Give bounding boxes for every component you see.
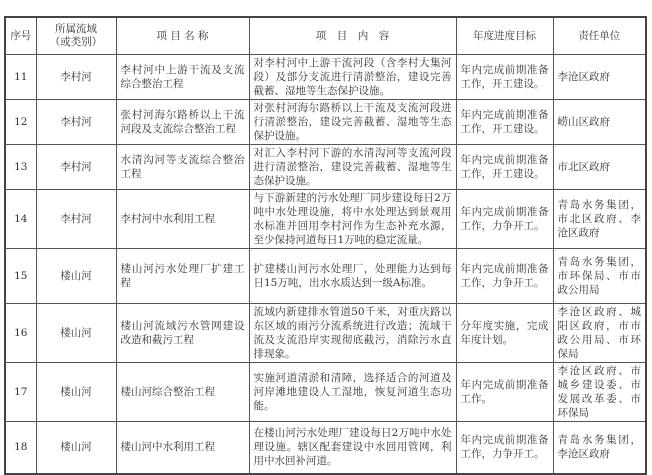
cell-content: 流域内新建排水管道50千米，对重庆路以东区域的雨污分流系统进行改造；流域干流及支流沿岸实现彻底截污，消除污水直排现象。 bbox=[249, 304, 456, 363]
cell-basin: 楼山河 bbox=[36, 249, 116, 304]
cell-no: 12 bbox=[5, 100, 36, 145]
cell-basin: 李村河 bbox=[36, 190, 116, 249]
cell-content: 扩建楼山河污水处理厂，处理能力达到每日15万吨，出水水质达到一级A标准。 bbox=[249, 249, 456, 304]
cell-unit: 青岛水务集团，市环保局、市市政公用局 bbox=[553, 249, 646, 304]
table-row bbox=[5, 249, 646, 304]
table-row bbox=[5, 304, 646, 363]
cell-unit: 青岛水务集团，市北区政府、李沧区政府 bbox=[553, 190, 646, 249]
cell-target: 年内完成前期准备工作，力争开工。 bbox=[456, 190, 553, 249]
cell-target: 年内完成前期准备工作。 bbox=[456, 363, 553, 422]
table-row bbox=[5, 190, 646, 249]
cell-content: 对汇入李村河下游的水清沟河等支流河段进行清淤整治，建设完善截蓄、湿地等生态保护设施。 bbox=[249, 145, 456, 190]
header-row bbox=[5, 17, 646, 55]
table-row bbox=[5, 422, 646, 474]
cell-name: 张村河海尔路桥以上干流河段及支流综合整治工程 bbox=[116, 100, 249, 145]
table-row bbox=[5, 363, 646, 422]
cell-unit: 崂山区政府 bbox=[553, 100, 646, 145]
cell-target: 年内完成前期准备工作，开工建设。 bbox=[456, 145, 553, 190]
cell-name: 楼山河污水处理厂扩建工程 bbox=[116, 249, 249, 304]
cell-name: 楼山河流域污水管网建设改造和截污工程 bbox=[116, 304, 249, 363]
header-no: 序号 bbox=[5, 17, 36, 55]
cell-basin: 楼山河 bbox=[36, 422, 116, 474]
header-content: 项 目 内 容 bbox=[249, 17, 456, 55]
cell-name: 楼山河综合整治工程 bbox=[116, 363, 249, 422]
cell-target: 年内完成前期准备工作，力争开工。 bbox=[456, 422, 553, 474]
cell-no: 17 bbox=[5, 363, 36, 422]
cell-no: 13 bbox=[5, 145, 36, 190]
project-table bbox=[4, 16, 647, 475]
cell-basin: 李村河 bbox=[36, 100, 116, 145]
cell-basin: 李村河 bbox=[36, 145, 116, 190]
cell-content: 实施河道清淤和清障，选择适合的河道及河岸滩地建设人工湿地，恢复河道生态功能。 bbox=[249, 363, 456, 422]
cell-unit: 市北区政府 bbox=[553, 145, 646, 190]
cell-target: 分年度实施，完成年度计划。 bbox=[456, 304, 553, 363]
table-row bbox=[5, 55, 646, 100]
cell-basin: 李村河 bbox=[36, 55, 116, 100]
header-basin: 所属流域 （或类别） bbox=[36, 17, 116, 55]
cell-name: 水清沟河等支流综合整治工程 bbox=[116, 145, 249, 190]
header-target: 年度进度目标 bbox=[456, 17, 553, 55]
cell-unit: 李沧区政府 bbox=[553, 55, 646, 100]
cell-no: 18 bbox=[5, 422, 36, 474]
cell-name: 李村河中上游干流及支流综合整治工程 bbox=[116, 55, 249, 100]
cell-target: 年内完成前期准备工作，开工建设。 bbox=[456, 100, 553, 145]
cell-unit: 李沧区政府、城阳区政府，市市政公用局、市环保局 bbox=[553, 304, 646, 363]
cell-target: 年内完成前期准备工作，开工建设。 bbox=[456, 55, 553, 100]
cell-no: 15 bbox=[5, 249, 36, 304]
cell-target: 年内完成前期准备工作，力争开工。 bbox=[456, 249, 553, 304]
table-row bbox=[5, 145, 646, 190]
cell-content: 对张村河海尔路桥以上干流及支流河段进行清淤整治，建设完善截蓄、湿地等生态保护设施。 bbox=[249, 100, 456, 145]
cell-content: 在楼山河污水处理厂建设每日2万吨中水处理设施。辖区配套建设中水回用管网，利用中水回补河道。 bbox=[249, 422, 456, 474]
cell-unit: 李沧区政府、市城乡建设委、市发展改革委、市环保局 bbox=[553, 363, 646, 422]
header-name: 项 目 名 称 bbox=[116, 17, 249, 55]
header-unit: 责任单位 bbox=[553, 17, 646, 55]
cell-basin: 楼山河 bbox=[36, 363, 116, 422]
cell-unit: 青岛水务集团，李沧区政府 bbox=[553, 422, 646, 474]
cell-content: 对李村河中上游干流河段（含李村大集河段）及部分支流进行清淤整治，建设完善截蓄、湿地等生态保护设施。 bbox=[249, 55, 456, 100]
cell-content: 与下游新建的污水处理厂同步建设每日2万吨中水处理设施，将中水处理达到景观用水标准并回用李村河作为生态补充水源，至少保持河道每日1万吨的稳定流量。 bbox=[249, 190, 456, 249]
cell-no: 14 bbox=[5, 190, 36, 249]
cell-basin: 楼山河 bbox=[36, 304, 116, 363]
cell-name: 李村河中水利用工程 bbox=[116, 190, 249, 249]
table-row bbox=[5, 100, 646, 145]
cell-no: 16 bbox=[5, 304, 36, 363]
cell-name: 楼山河中水利用工程 bbox=[116, 422, 249, 474]
cell-no: 11 bbox=[5, 55, 36, 100]
